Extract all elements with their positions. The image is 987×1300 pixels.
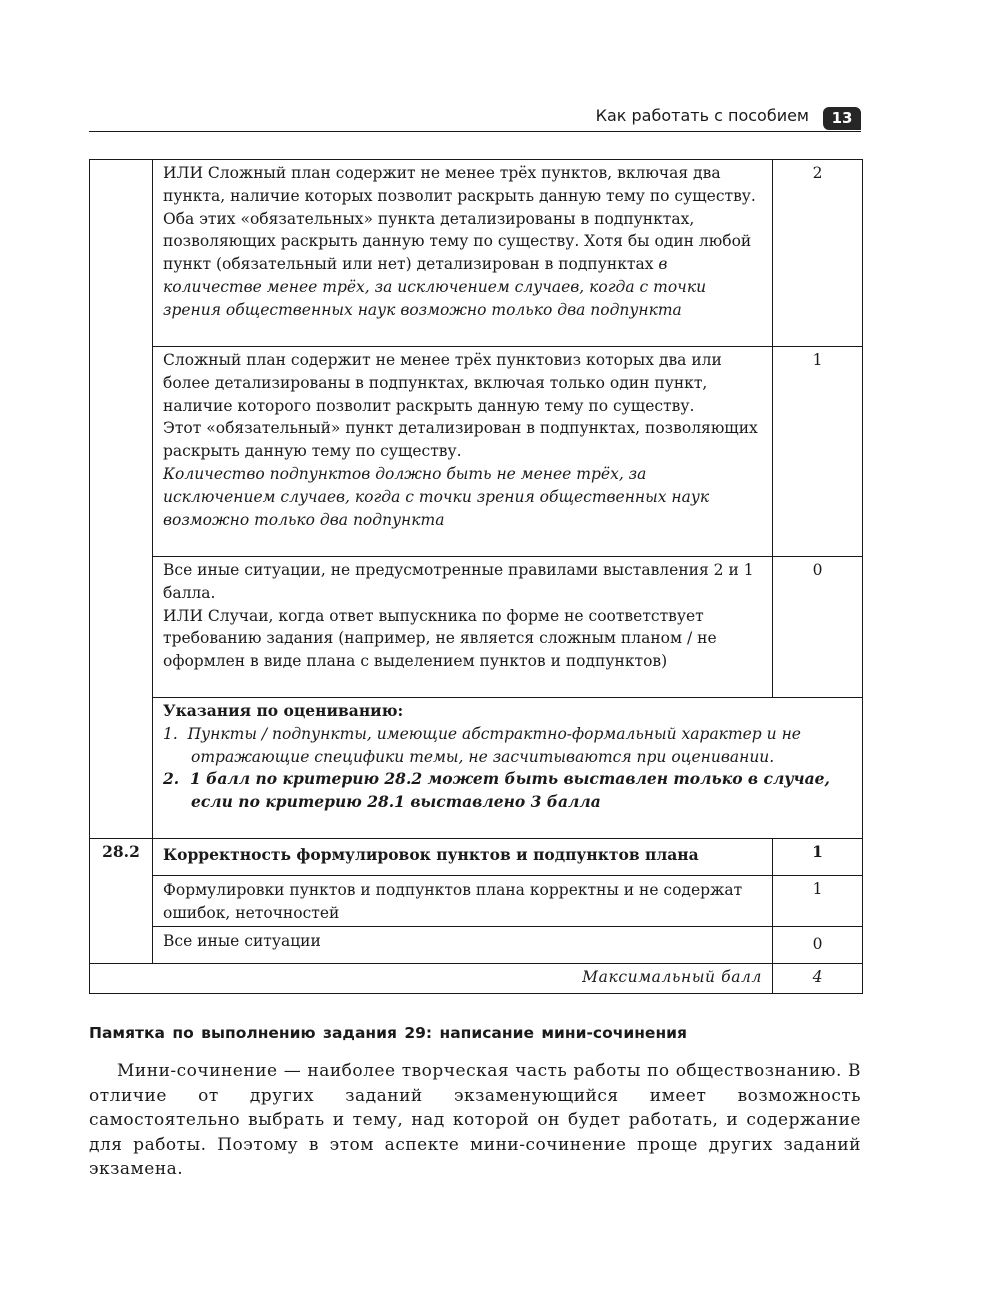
criterion-description: Сложный план содержит не менее трёх пунктовиз которых два или более детализированы в подпунктах, включая только один пункт, наличие которого позволит раскрыть данную тему по существу. Этот «обязательный» пункт детализирован в подпунктах, позволяющих раскрыть данную тему по существу. Количество подпунктов должно быть не менее трёх, за исключением случаев, когда с точки зрения общественных наук возможно только два подпункта bbox=[153, 347, 773, 557]
memo-heading: Памятка по выполнению задания 29: написание мини-сочинения bbox=[89, 1024, 687, 1042]
table-row bbox=[90, 927, 863, 964]
max-score-value: 4 bbox=[773, 964, 863, 994]
score-cell: 2 bbox=[773, 160, 863, 347]
page-header bbox=[89, 104, 861, 132]
score-cell: 1 bbox=[773, 876, 863, 927]
table-row bbox=[90, 698, 863, 839]
criterion-number-cell bbox=[90, 160, 153, 839]
table-row bbox=[90, 964, 863, 994]
page-number-badge: 13 bbox=[823, 107, 861, 130]
grading-notes-title: Указания по оцениванию: bbox=[163, 701, 404, 720]
grading-notes-list bbox=[163, 723, 852, 814]
criterion-max-score: 1 bbox=[773, 839, 863, 876]
grading-notes bbox=[153, 698, 863, 839]
score-cell: 1 bbox=[773, 347, 863, 557]
memo-paragraph: Мини-сочинение — наиболее творческая часть работы по обществознанию. В отличие от других заданий экзаменующийся имеет возможность самостоятельно выбрать и тему, над которой он будет работать, и содержание для работы. Поэтому в этом аспекте мини-сочинение проще других заданий экзамена. bbox=[89, 1061, 861, 1179]
table-row bbox=[90, 557, 863, 698]
max-score-label: Максимальный балл bbox=[90, 964, 773, 994]
criteria-table bbox=[89, 159, 863, 994]
criterion-title: Корректность формулировок пунктов и подпунктов плана bbox=[153, 839, 773, 876]
score-cell: 0 bbox=[773, 557, 863, 698]
table-row bbox=[90, 347, 863, 557]
table-row bbox=[90, 839, 863, 876]
criterion-description: ИЛИ Сложный план содержит не менее трёх пунктов, включая два пункта, наличие которых позволит раскрыть данную тему по существу. Оба этих «обязательных» пункта детализированы в подпунктах, позволяющих раскрыть данную тему по существу. Хотя бы один любой пункт (обязательный или нет) детализирован в подпунктах в количестве менее трёх, за исключением случаев, когда с точки зрения общественных наук возможно только два подпункта bbox=[153, 160, 773, 347]
table-row bbox=[90, 876, 863, 927]
list-item: 2. 1 балл по критерию 28.2 может быть выставлен только в случае, если по критерию 28.1 выставлено 3 балла bbox=[163, 769, 830, 812]
score-cell: 0 bbox=[773, 927, 863, 964]
list-item: 1. Пункты / подпункты, имеющие абстрактно-формальный характер и не отражающие специфики темы, не засчитываются при оценивании. bbox=[163, 724, 801, 766]
criterion-description: Все иные ситуации bbox=[153, 927, 773, 964]
criterion-description: Все иные ситуации, не предусмотренные правилами выставления 2 и 1 балла. ИЛИ Случаи, когда ответ выпускника по форме не соответствует требованию задания (например, не является сложным планом / не оформлен в виде плана с выделением пунктов и подпунктов) bbox=[153, 557, 773, 698]
criterion-description: Формулировки пунктов и подпунктов плана корректны и не содержат ошибок, неточностей bbox=[153, 876, 773, 927]
criterion-number: 28.2 bbox=[90, 839, 153, 964]
table-row bbox=[90, 160, 863, 347]
running-title: Как работать с пособием bbox=[595, 106, 809, 125]
